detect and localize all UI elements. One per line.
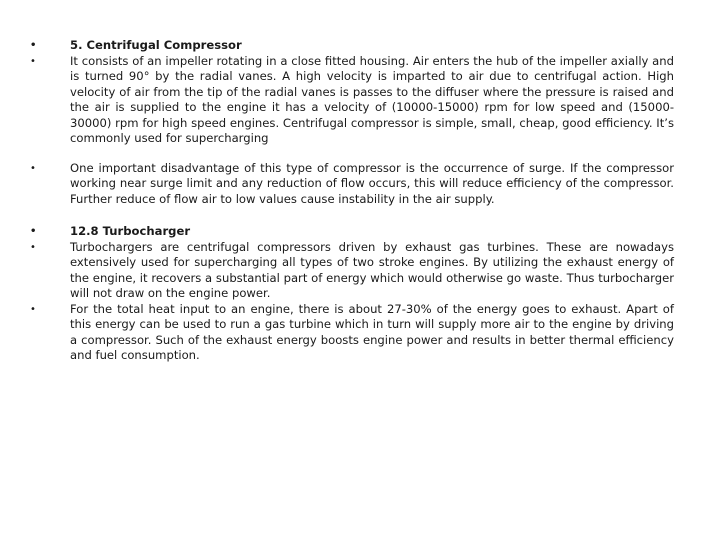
bullet-heading-centrifugal-compressor: • 5. Centrifugal Compressor — [30, 38, 674, 54]
bullet-exhaust-energy: • For the total heat input to an engine, there is about 27-30% of the energy goes to exhaust. Apart of this energy can be used to run a gas turbine which in turn will supply more air to the engine by driving a compressor. Such of the exhaust energy boosts engine power and results in better thermal efficiency and fuel consumption. — [30, 302, 674, 364]
bullet-list — [30, 38, 674, 364]
bullet-surge-disadvantage: • One important disadvantage of this type of compressor is the occurrence of surge. If the compressor working near surge limit and any reduction of flow occurs, this will reduce efficiency of the compressor. Further reduce of flow air to low values cause instability in the air supply. — [30, 161, 674, 208]
bullet-heading-turbocharger: • 12.8 Turbocharger — [30, 224, 674, 240]
bullet-turbocharger-description: • Turbochargers are centrifugal compressors driven by exhaust gas turbines. These are nowadays extensively used for supercharging all types of two stroke engines. By utilizing the exhaust energy of the engine, it recovers a substantial part of energy which would otherwise go waste. Thus turbocharger will not draw on the engine power. — [30, 240, 674, 302]
bullet-centrifugal-description: • It consists of an impeller rotating in a close fitted housing. Air enters the hub of the impeller axially and is turned 90° by the radial vanes. A high velocity is imparted to air due to centrifugal action. High velocity of air from the tip of the radial vanes is passes to the diffuser where the pressure is raised and the air is supplied to the engine it has a velocity of (10000-15000) rpm for low speed and (15000-30000) rpm for high speed engines. Centrifugal compressor is simple, small, cheap, good efficiency. It’s commonly used for supercharging — [30, 54, 674, 147]
